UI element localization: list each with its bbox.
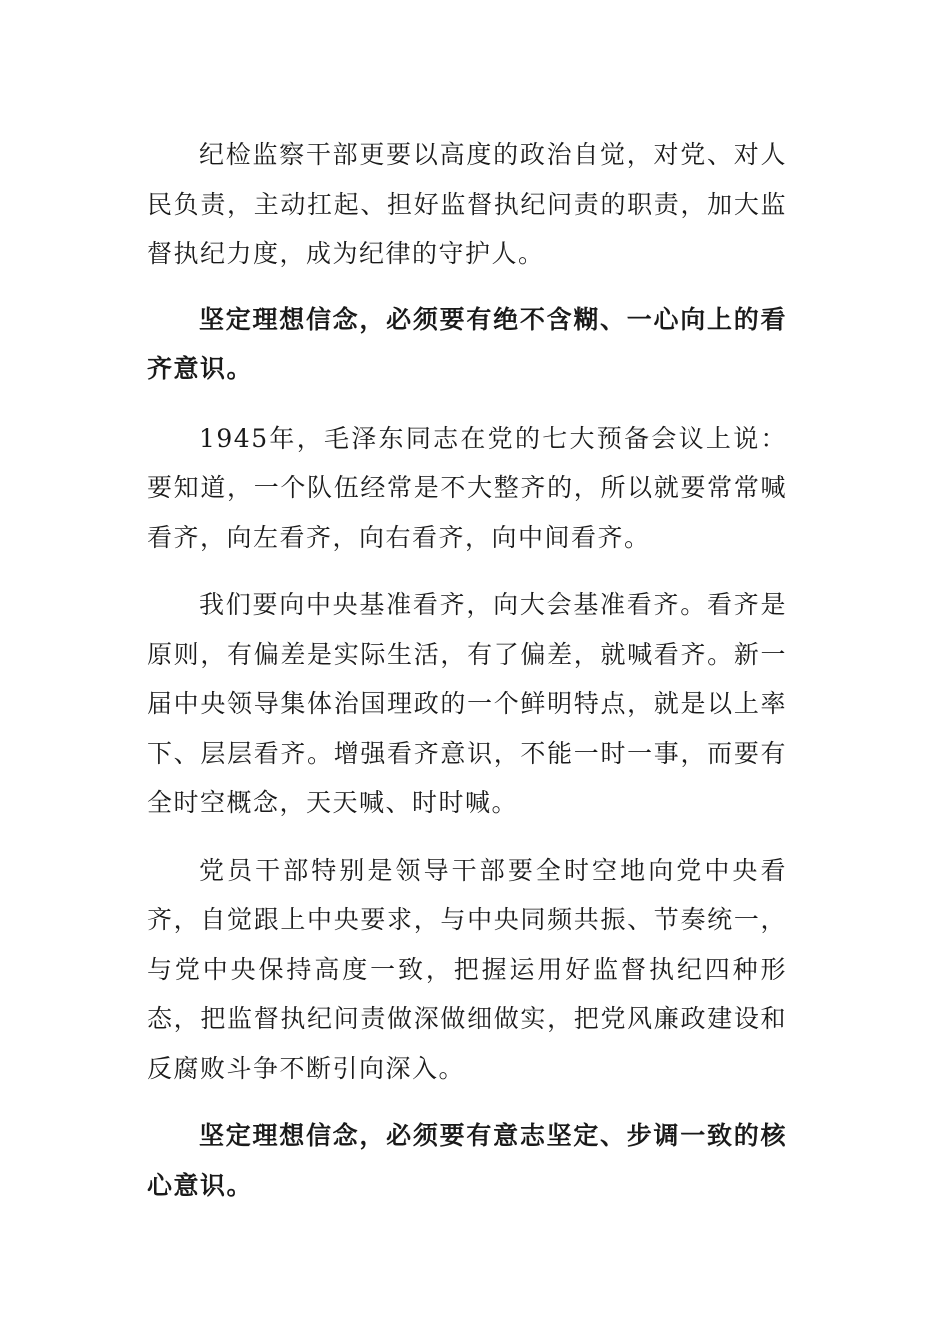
body-paragraph: 党员干部特别是领导干部要全时空地向党中央看齐，自觉跟上中央要求，与中央同频共振、节奏统一，与党中央保持高度一致，把握运用好监督执纪四种形态，把监督执纪问责做深做细做实，把党风廉政建设和反腐败斗争不断引向深入。 (147, 855, 787, 1083)
body-paragraph: 我们要向中央基准看齐，向大会基准看齐。看齐是原则，有偏差是实际生活，有了偏差，就喊看齐。新一届中央领导集体治国理政的一个鲜明特点，就是以上率下、层层看齐。增强看齐意识，不能一时一事，而要有全时空概念，天天喊、时时喊。 (147, 590, 787, 817)
body-paragraph: 1945年，毛泽东同志在党的七大预备会议上说：要知道，一个队伍经常是不大整齐的，所以就要常常喊看齐，向左看齐，向右看齐，向中间看齐。 (147, 423, 787, 552)
section-heading: 坚定理想信念，必须要有意志坚定、步调一致的核心意识。 (147, 1121, 787, 1200)
section-heading: 坚定理想信念，必须要有绝不含糊、一心向上的看齐意识。 (147, 304, 787, 383)
body-paragraph: 纪检监察干部更要以高度的政治自觉，对党、对人民负责，主动扛起、担好监督执纪问责的职责，加大监督执纪力度，成为纪律的守护人。 (147, 140, 787, 268)
document-body (147, 130, 787, 1228)
